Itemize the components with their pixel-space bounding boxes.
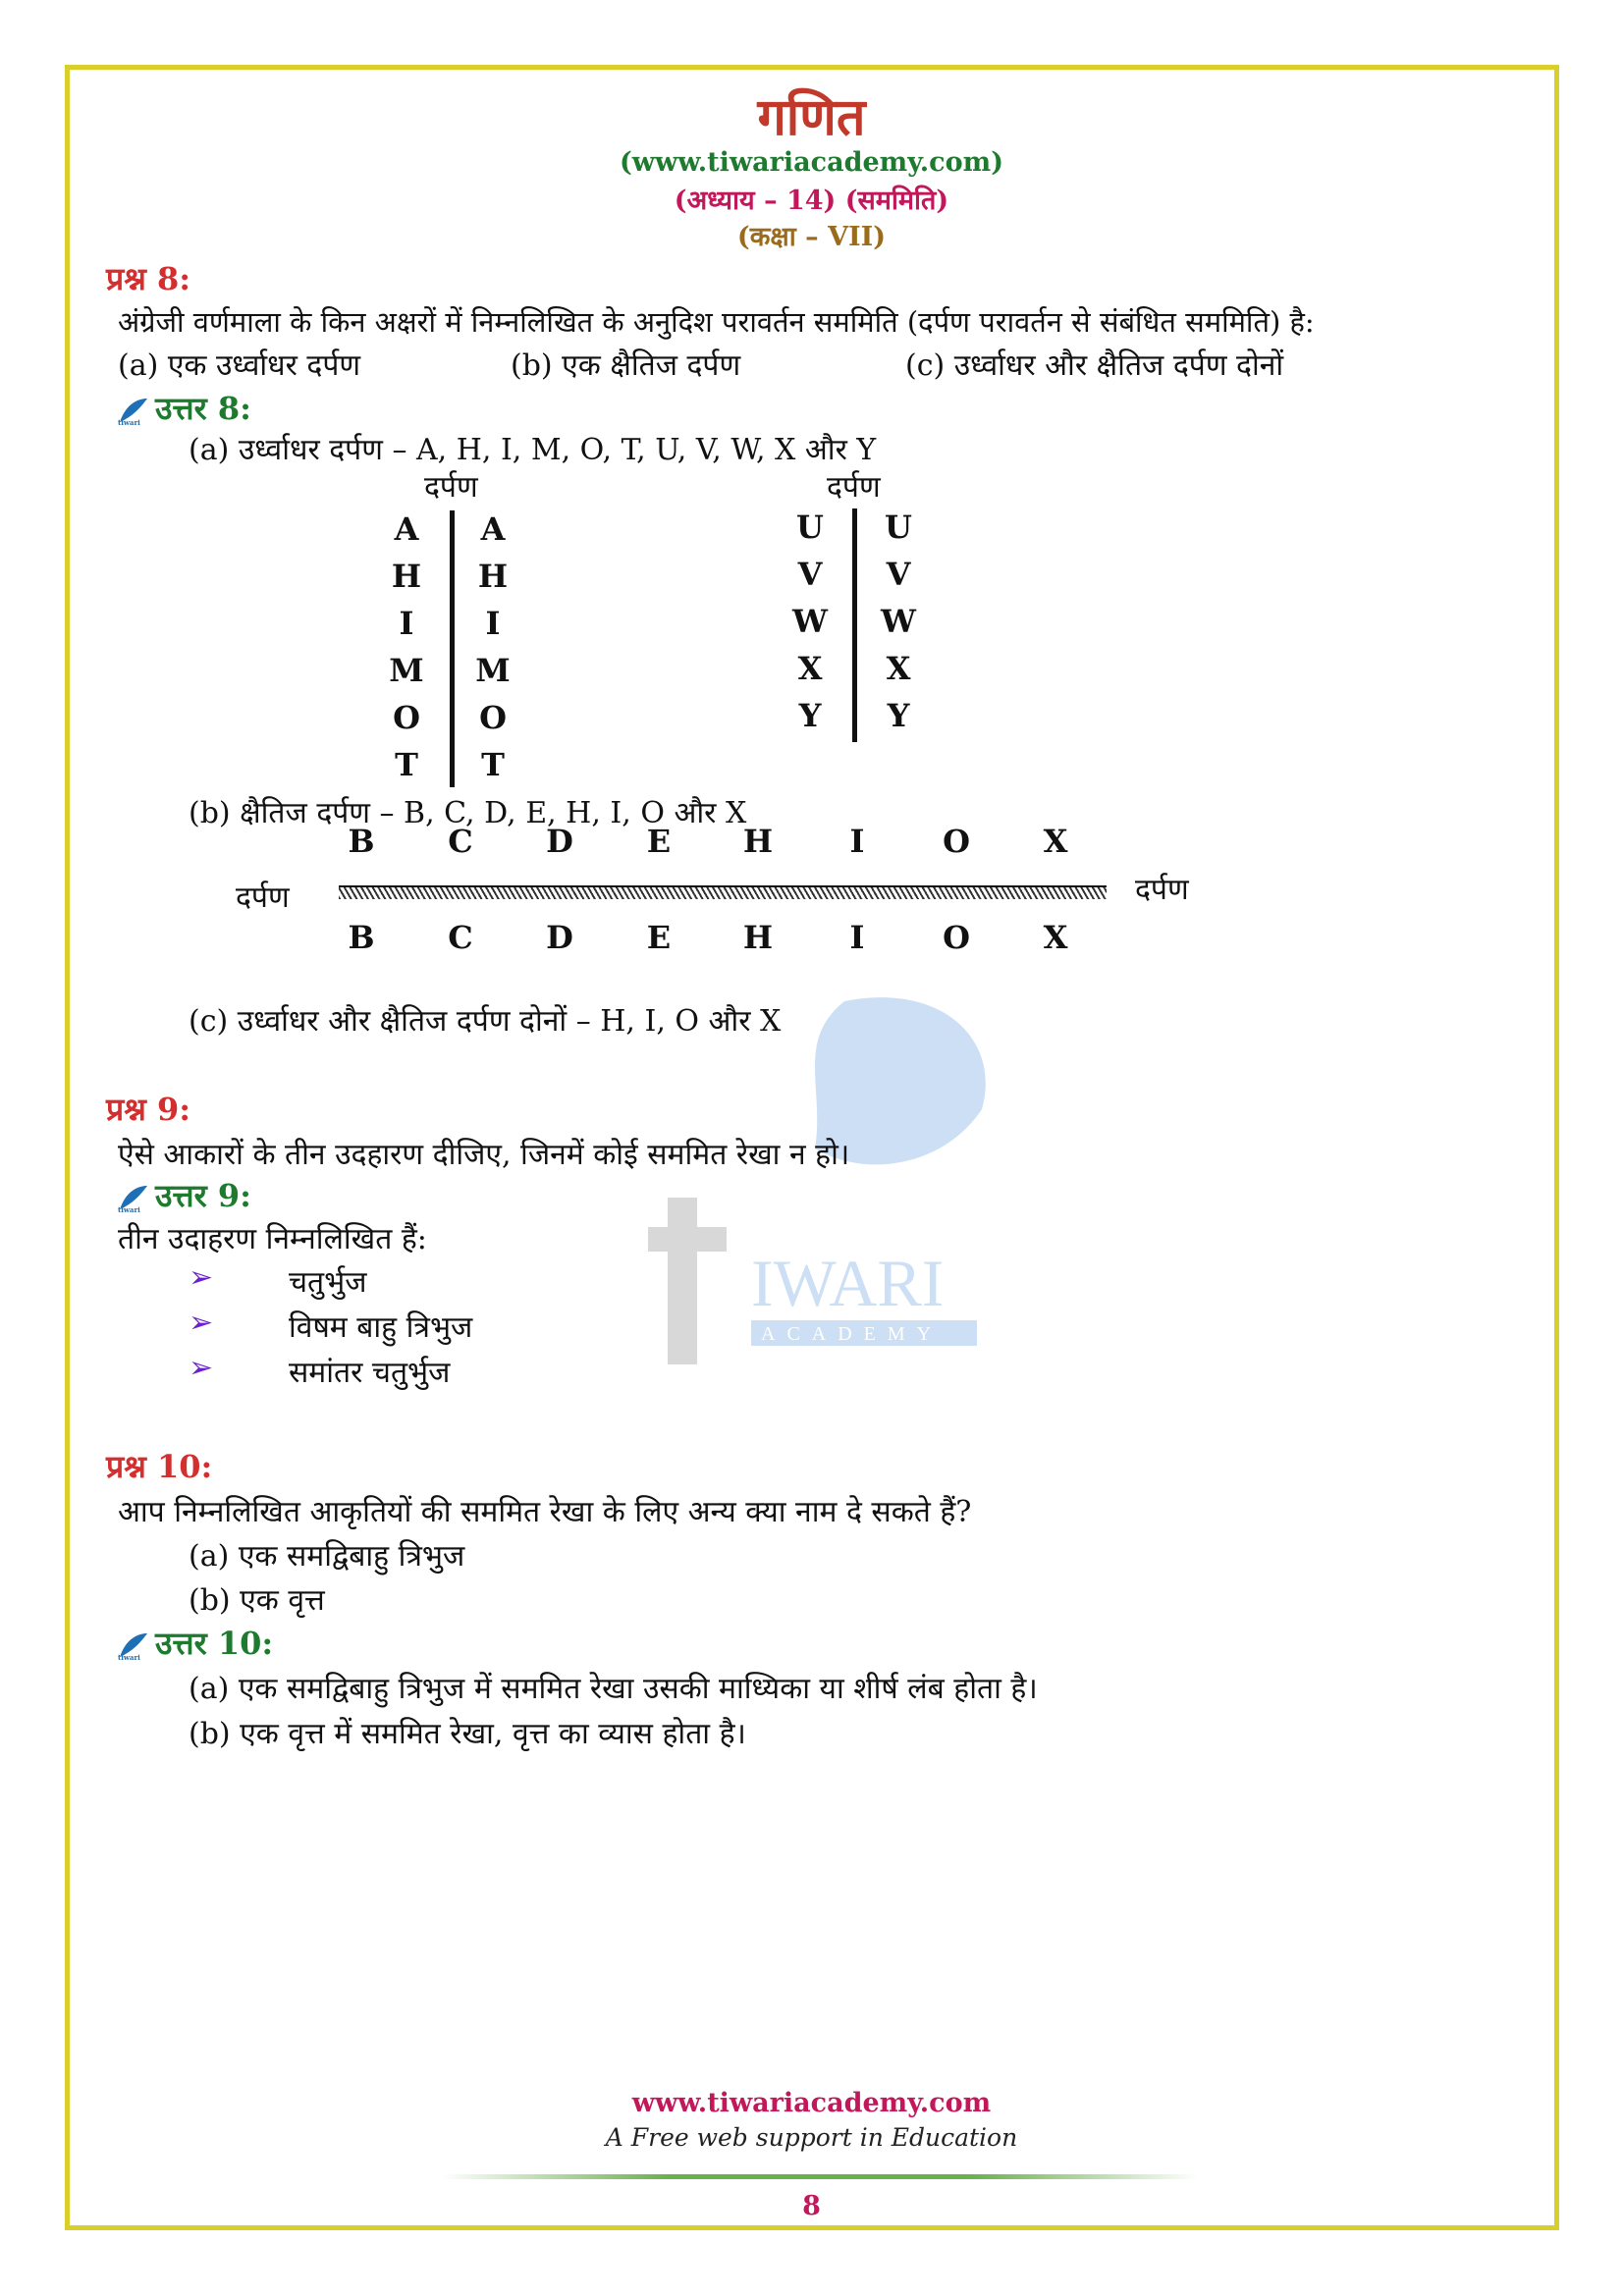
answer-8-part-b: (b) क्षैतिज दर्पण – B, C, D, E, H, I, O और X xyxy=(189,796,747,830)
answer-8-label-text: उत्तर 8: xyxy=(155,390,251,427)
horizontal-mirror-label-right: दर्पण xyxy=(1135,873,1189,907)
svg-text:tiwari: tiwari xyxy=(118,417,140,426)
horizontal-letter-reflected: C xyxy=(448,919,473,956)
mirror-letter-original: U xyxy=(796,508,824,546)
horizontal-letter-original: C xyxy=(448,823,473,860)
mirror-letter-reflected: T xyxy=(481,746,505,783)
mirror-letter-reflected: M xyxy=(475,652,511,689)
question-9-label: प्रश्न 9: xyxy=(106,1091,191,1128)
watermark-big-text: IWARI xyxy=(751,1246,945,1320)
mirror-letter-original: Y xyxy=(798,697,822,734)
svg-text:tiwari: tiwari xyxy=(118,1652,140,1661)
answer-8-part-a: (a) उर्ध्वाधर दर्पण – A, H, I, M, O, T, U, V, W, X और Y xyxy=(189,433,877,467)
horizontal-letter-reflected: D xyxy=(546,919,573,956)
horizontal-mirror-label-left: दर्पण xyxy=(236,881,290,915)
vertical-mirror-line-right xyxy=(852,508,857,742)
horizontal-letter-reflected: E xyxy=(646,919,672,956)
mirror-letter-original: H xyxy=(391,558,422,595)
mirror-letter-reflected: Y xyxy=(887,697,910,734)
horizontal-letter-original: X xyxy=(1043,823,1068,860)
page-number: 8 xyxy=(802,2191,821,2221)
answer-10-line-a: (a) एक समद्विबाहु त्रिभुज में सममित रेखा उसकी माध्यिका या शीर्ष लंब होता है। xyxy=(189,1672,1038,1706)
mirror-label-left: दर्पण xyxy=(424,470,478,505)
horizontal-letter-reflected: I xyxy=(849,919,865,956)
question-10-text: आप निम्नलिखित आकृतियों की सममित रेखा के लिए अन्य क्या नाम दे सकते हैं? xyxy=(118,1495,972,1529)
bullet-arrow-icon: ➢ xyxy=(189,1306,214,1340)
footer-site-link[interactable]: www.tiwariacademy.com xyxy=(631,2088,992,2118)
mirror-letter-original: X xyxy=(797,650,823,687)
mirror-letter-original: M xyxy=(389,652,424,689)
vertical-mirror-line-left xyxy=(450,510,455,787)
bullet-arrow-icon: ➢ xyxy=(189,1351,214,1385)
list-item: विषम बाहु त्रिभुज xyxy=(289,1310,473,1345)
mirror-letter-reflected: V xyxy=(886,556,911,593)
horizontal-letter-reflected: B xyxy=(348,919,375,956)
question-9-text: ऐसे आकारों के तीन उदहारण दीजिए, जिनमें कोई सममित रेखा न हो। xyxy=(118,1138,850,1172)
horizontal-letter-original: D xyxy=(546,823,573,860)
mirror-letter-original: W xyxy=(792,603,828,640)
horizontal-mirror-line xyxy=(339,885,1107,899)
mirror-letter-original: V xyxy=(797,556,823,593)
question-8-option-c: (c) उर्ध्वाधर और क्षैतिज दर्पण दोनों xyxy=(905,348,1284,383)
horizontal-letter-reflected: X xyxy=(1043,919,1068,956)
page-title: गणित xyxy=(757,87,866,147)
question-10-option-b: (b) एक वृत्त xyxy=(189,1583,325,1618)
horizontal-letter-reflected: H xyxy=(742,919,774,956)
list-item: चतुर्भुज xyxy=(289,1265,367,1300)
bullet-arrow-icon: ➢ xyxy=(189,1260,214,1295)
mirror-letter-original: O xyxy=(393,699,420,736)
answer-9-label-text: उत्तर 9: xyxy=(155,1177,251,1214)
question-8-option-a: (a) एक उर्ध्वाधर दर्पण xyxy=(118,348,361,383)
horizontal-letter-original: I xyxy=(849,823,865,860)
question-8-label: प्रश्न 8: xyxy=(106,260,191,297)
chapter-label: (अध्याय – 14) (सममिति) xyxy=(674,186,949,216)
mirror-letter-reflected: A xyxy=(480,510,506,548)
answer-9-label xyxy=(116,1174,251,1216)
horizontal-letter-reflected: O xyxy=(943,919,970,956)
mirror-letter-reflected: U xyxy=(885,508,912,546)
mirror-letter-reflected: O xyxy=(479,699,507,736)
watermark-small-text: ACADEMY xyxy=(761,1323,944,1345)
horizontal-letter-original: B xyxy=(348,823,375,860)
list-item: समांतर चतुर्भुज xyxy=(289,1356,451,1390)
mirror-letter-reflected: H xyxy=(477,558,509,595)
tiwari-academy-watermark xyxy=(648,982,1001,1394)
mirror-letter-reflected: W xyxy=(881,603,916,640)
class-label: (कक्षा – VII) xyxy=(736,222,887,252)
mirror-letter-reflected: X xyxy=(886,650,911,687)
horizontal-letter-original: H xyxy=(742,823,774,860)
question-10-label: प्रश्न 10: xyxy=(106,1448,213,1485)
answer-10-label xyxy=(116,1622,273,1664)
answer-9-intro: तीन उदाहरण निम्नलिखित हैं: xyxy=(118,1222,427,1256)
mirror-letter-original: I xyxy=(399,605,414,642)
horizontal-letter-original: O xyxy=(943,823,970,860)
feather-icon xyxy=(116,1631,149,1661)
question-10-option-a: (a) एक समद्विबाहु त्रिभुज xyxy=(189,1539,465,1574)
question-8-text: अंग्रेजी वर्णमाला के किन अक्षरों में निम्नलिखित के अनुदिश परावर्तन सममिति (दर्पण परावर्तन से संबंधित सममिति) है: xyxy=(118,305,1315,339)
mirror-letter-original: A xyxy=(394,510,419,548)
mirror-label-right: दर्पण xyxy=(827,470,881,505)
answer-10-line-b: (b) एक वृत्त में सममित रेखा, वृत्त का व्यास होता है। xyxy=(189,1717,746,1751)
question-8-option-b: (b) एक क्षैतिज दर्पण xyxy=(511,348,741,383)
feather-icon xyxy=(116,1184,149,1213)
answer-8-label xyxy=(116,387,251,429)
footer-divider xyxy=(442,2174,1198,2179)
answer-8-part-c: (c) उर्ध्वाधर और क्षैतिज दर्पण दोनों – H, I, O और X xyxy=(189,1004,782,1039)
answer-10-label-text: उत्तर 10: xyxy=(155,1625,274,1662)
horizontal-letter-original: E xyxy=(646,823,672,860)
svg-text:tiwari: tiwari xyxy=(118,1204,140,1213)
feather-icon xyxy=(116,397,149,426)
mirror-letter-original: T xyxy=(395,746,418,783)
mirror-letter-reflected: I xyxy=(485,605,501,642)
header-site-link[interactable]: (www.tiwariacademy.com) xyxy=(620,147,1003,178)
footer-tagline: A Free web support in Education xyxy=(605,2123,1018,2152)
